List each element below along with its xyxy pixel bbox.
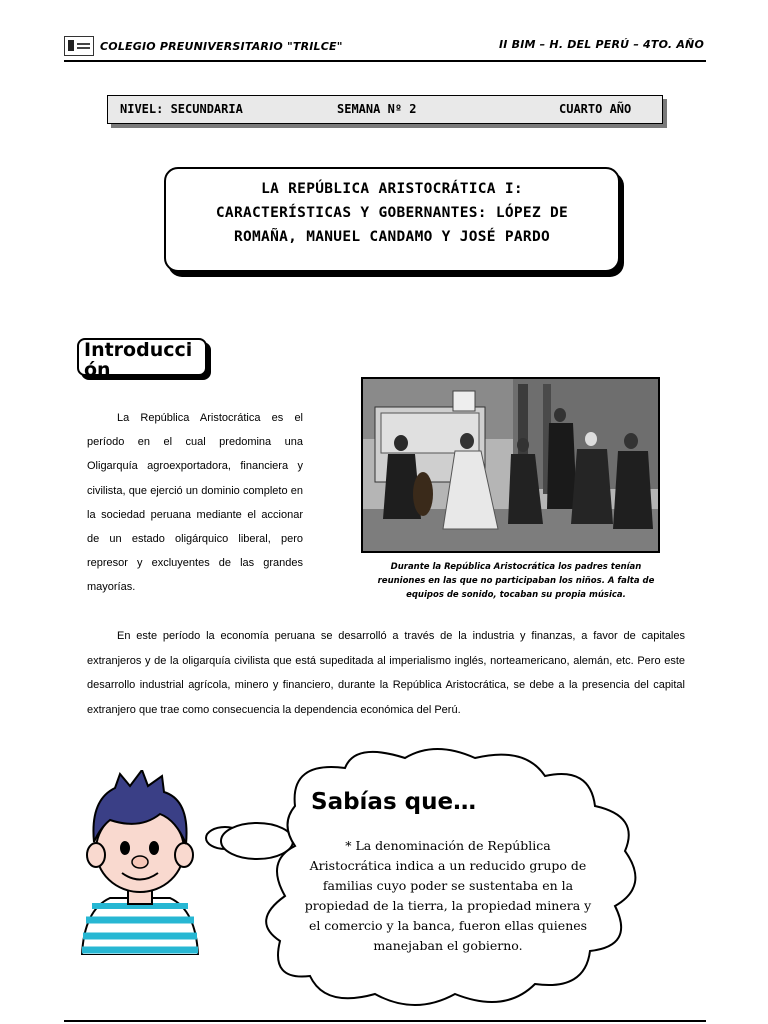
intro-paragraph: La República Aristocrática es el período en el cual predomina una Oligarquía agroexportadora, financiera y civilista, que ejerció un dominio completo en la sociedad peruana mediante el accionar de un estado oligárquico liberal, pero represor y excluyentes de las grandes mayorías. bbox=[87, 412, 303, 594]
musicians-photo-icon bbox=[363, 379, 658, 551]
header-left bbox=[64, 36, 343, 56]
semana-label: SEMANA Nº 2 bbox=[337, 102, 417, 116]
sabias-text: * La denominación de República Aristocrática indica a un reducido grupo de familias cuyo poder se sustentaba en la propiedad de la tierra, la propiedad minera y el comercio y la banca, fueron ellas quienes manejaban el gobierno. bbox=[304, 838, 592, 953]
photo-caption: Durante la República Aristocrática los padres tenían reuniones en las que no participaban los niños. A falta de equipos de sonido, tocaban su propia música. bbox=[377, 562, 655, 600]
title-line-2: CARACTERÍSTICAS Y GOBERNANTES: LÓPEZ DE bbox=[215, 205, 569, 221]
historical-photo bbox=[361, 377, 660, 553]
title-line-1: LA REPÚBLICA ARISTOCRÁTICA I: bbox=[261, 181, 523, 197]
boy-illustration-icon bbox=[70, 770, 210, 955]
sabias-heading: Sabías que… bbox=[311, 789, 477, 815]
header-divider bbox=[64, 60, 706, 62]
body-paragraph: En este período la economía peruana se desarrolló a través de la industria y finanzas, a favor de capitales extranjeros y de la oligarquía civilista que está supeditada al imperialismo inglés, norteamericano, alemán, etc. Pero este desarrollo industrial agrícola, minero y financiero, durante la República Aristocrática, se debe a la presencia del capital extranjero que trae como consecuencia la dependencia económica del Perú. bbox=[87, 630, 685, 716]
title-box bbox=[164, 167, 620, 272]
title-line-3: ROMAÑA, MANUEL CANDAMO Y JOSÉ PARDO bbox=[233, 229, 551, 245]
footer-divider bbox=[64, 1020, 706, 1022]
intro-label: Introducción bbox=[84, 339, 193, 381]
intro-label-box bbox=[77, 338, 207, 381]
grado-label: CUARTO AÑO bbox=[559, 102, 632, 116]
school-name: COLEGIO PREUNIVERSITARIO "TRILCE" bbox=[100, 39, 343, 53]
header-right: II BIM – H. DEL PERÚ – 4TO. AÑO bbox=[499, 38, 704, 51]
school-logo-icon bbox=[64, 36, 94, 56]
nivel-label: NIVEL: SECUNDARIA bbox=[120, 102, 243, 116]
nivel-bar bbox=[107, 95, 663, 124]
